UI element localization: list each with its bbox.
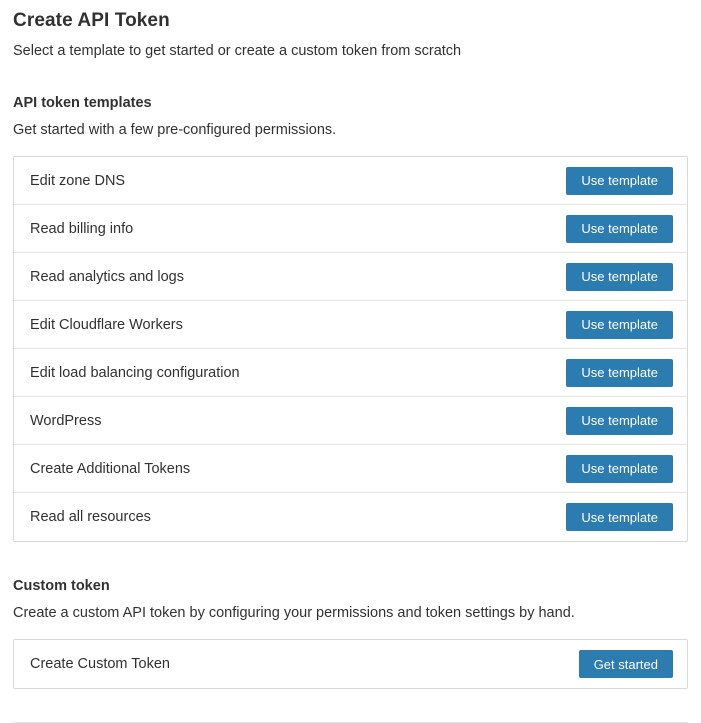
custom-token-row[interactable] bbox=[14, 640, 687, 688]
template-label: Edit load balancing configuration bbox=[30, 364, 240, 381]
get-started-button[interactable]: Get started bbox=[579, 650, 673, 678]
template-row-create-additional-tokens[interactable] bbox=[14, 445, 687, 493]
template-row-edit-cloudflare-workers[interactable] bbox=[14, 301, 687, 349]
use-template-button[interactable]: Use template bbox=[566, 311, 673, 339]
use-template-button[interactable]: Use template bbox=[566, 215, 673, 243]
custom-token-card bbox=[13, 639, 688, 689]
template-row-edit-load-balancing-configuration[interactable] bbox=[14, 349, 687, 397]
template-row-read-billing-info[interactable] bbox=[14, 205, 687, 253]
use-template-button[interactable]: Use template bbox=[566, 407, 673, 435]
template-label: Read billing info bbox=[30, 220, 134, 237]
template-label: Read all resources bbox=[30, 509, 151, 525]
api-token-templates-heading: API token templates bbox=[13, 95, 152, 111]
api-token-templates-description: Get started with a few pre-configured permissions. bbox=[13, 122, 337, 138]
custom-token-label: Create Custom Token bbox=[30, 656, 170, 672]
template-label: Edit zone DNS bbox=[30, 172, 126, 189]
template-row-read-all-resources[interactable] bbox=[14, 493, 687, 541]
use-template-button[interactable]: Use template bbox=[566, 263, 673, 291]
template-row-edit-zone-dns[interactable] bbox=[14, 157, 687, 205]
template-label: WordPress bbox=[30, 412, 102, 429]
template-list bbox=[13, 156, 688, 542]
custom-token-description: Create a custom API token by configuring your permissions and token settings by hand. bbox=[13, 605, 575, 621]
template-label: Edit Cloudflare Workers bbox=[30, 316, 183, 333]
use-template-button[interactable]: Use template bbox=[566, 359, 673, 387]
use-template-button[interactable]: Use template bbox=[566, 167, 673, 195]
template-label: Read analytics and logs bbox=[30, 268, 184, 285]
template-row-read-analytics-and-logs[interactable] bbox=[14, 253, 687, 301]
page-title: Create API Token bbox=[13, 10, 170, 31]
use-template-button[interactable]: Use template bbox=[566, 455, 673, 483]
template-label: Create Additional Tokens bbox=[30, 460, 191, 477]
template-row-wordpress[interactable] bbox=[14, 397, 687, 445]
use-template-button[interactable]: Use template bbox=[566, 503, 673, 531]
page-subtitle: Select a template to get started or create a custom token from scratch bbox=[13, 43, 462, 59]
custom-token-heading: Custom token bbox=[13, 578, 110, 594]
